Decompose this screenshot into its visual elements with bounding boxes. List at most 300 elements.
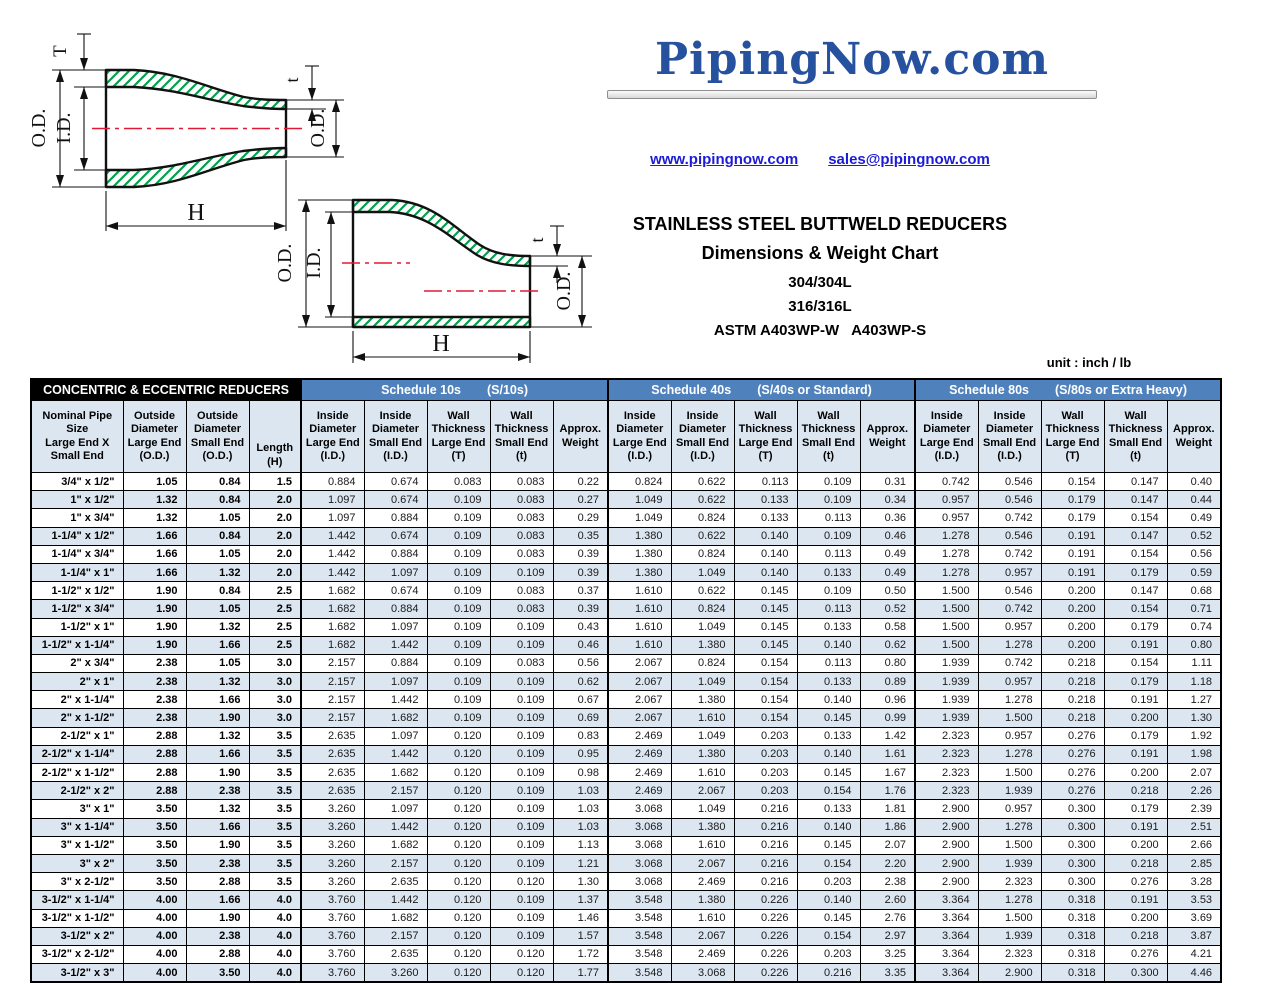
table-cell: 2.067 (671, 927, 734, 945)
table-row (31, 745, 1221, 763)
table-cell: 1.682 (301, 600, 364, 618)
table-cell: 1.30 (553, 873, 608, 891)
table-cell: 2.88 (123, 745, 186, 763)
table-cell: 0.318 (1041, 891, 1104, 909)
table-row (31, 691, 1221, 709)
table-cell: 0.37 (553, 582, 608, 600)
table-cell: 1.278 (915, 527, 978, 545)
table-cell: 1.278 (915, 545, 978, 563)
table-cell: 1.278 (915, 563, 978, 581)
table-cell: 0.218 (1104, 782, 1167, 800)
table-cell: 0.84 (186, 582, 249, 600)
table-cell: 2.157 (301, 709, 364, 727)
column-header: Wall Thickness Small End (t) (1104, 401, 1167, 473)
table-cell: 1.380 (671, 636, 734, 654)
table-cell: 0.113 (797, 600, 860, 618)
table-cell: 1.500 (915, 636, 978, 654)
table-cell: 0.276 (1104, 945, 1167, 963)
top-wall-hatched (353, 200, 530, 266)
table-row (31, 673, 1221, 691)
table-cell: 0.154 (1041, 473, 1104, 491)
table-cell: 0.200 (1041, 618, 1104, 636)
table-cell: 3.69 (1167, 909, 1221, 927)
table-cell: 3.260 (364, 964, 427, 983)
table-cell: 1.442 (364, 818, 427, 836)
table-cell: 0.40 (1167, 473, 1221, 491)
table-cell: 3.364 (915, 945, 978, 963)
table-cell: 3.28 (1167, 873, 1221, 891)
table-cell: 0.145 (734, 636, 797, 654)
table-cell: 1.32 (186, 563, 249, 581)
table-cell: 1.32 (186, 727, 249, 745)
table-cell: 2.067 (671, 854, 734, 872)
table-cell: 2.0 (249, 509, 301, 527)
table-cell: 1.442 (364, 636, 427, 654)
table-cell: 0.276 (1041, 764, 1104, 782)
table-cell: 0.154 (797, 854, 860, 872)
table-cell: 0.145 (797, 836, 860, 854)
table-cell: 3.548 (608, 927, 671, 945)
table-cell: 2.51 (1167, 818, 1221, 836)
row-label: 3-1/2" x 2" (31, 927, 123, 945)
table-cell: 2.38 (123, 691, 186, 709)
table-cell: 4.0 (249, 891, 301, 909)
table-cell: 3.53 (1167, 891, 1221, 909)
table-cell: 3.548 (608, 891, 671, 909)
table-cell: 1.500 (915, 618, 978, 636)
table-cell: 0.300 (1041, 800, 1104, 818)
table-cell: 0.742 (915, 473, 978, 491)
table-cell: 1.278 (978, 745, 1041, 763)
table-cell: 2.60 (860, 891, 915, 909)
table-cell: 1.21 (553, 854, 608, 872)
table-cell: 0.109 (427, 582, 490, 600)
table-cell: 3.260 (301, 818, 364, 836)
table-cell: 0.226 (734, 909, 797, 927)
table-cell: 0.109 (490, 745, 553, 763)
table-cell: 0.200 (1041, 582, 1104, 600)
table-cell: 2.38 (123, 673, 186, 691)
table-cell: 0.203 (797, 945, 860, 963)
table-cell: 1.500 (978, 764, 1041, 782)
table-cell: 0.145 (797, 764, 860, 782)
table-cell: 1.939 (915, 709, 978, 727)
row-label: 2-1/2" x 1-1/2" (31, 764, 123, 782)
eccentric-reducer-drawing (274, 200, 592, 363)
table-cell: 0.145 (797, 909, 860, 927)
table-cell: 0.80 (1167, 636, 1221, 654)
table-cell: 1.500 (915, 582, 978, 600)
table-cell: 0.083 (490, 654, 553, 672)
table-cell: 2.157 (364, 927, 427, 945)
table-cell: 0.147 (1104, 473, 1167, 491)
table-cell: 1.682 (364, 836, 427, 854)
table-cell: 1.610 (671, 836, 734, 854)
table-row (31, 945, 1221, 963)
table-cell: 1.86 (860, 818, 915, 836)
table-cell: 1.939 (978, 782, 1041, 800)
table-cell: 0.109 (490, 563, 553, 581)
table-cell: 0.179 (1104, 618, 1167, 636)
astm-spec: ASTM A403WP-W A403WP-S (713, 322, 927, 339)
table-cell: 1.278 (978, 891, 1041, 909)
table-cell: 3.5 (249, 836, 301, 854)
bottom-wall-hatched (353, 317, 530, 327)
table-cell: 2.900 (915, 800, 978, 818)
table-cell: 0.674 (364, 527, 427, 545)
table-cell: 0.133 (797, 563, 860, 581)
table-cell: 1.5 (249, 473, 301, 491)
table-cell: 2.5 (249, 636, 301, 654)
grade-304: 304/304L (788, 274, 852, 291)
table-cell: 2.38 (186, 854, 249, 872)
table-cell: 3.50 (123, 800, 186, 818)
table-cell: 0.109 (490, 636, 553, 654)
table-cell: 3.364 (915, 964, 978, 983)
table-cell: 2.07 (860, 836, 915, 854)
table-cell: 1.939 (915, 654, 978, 672)
table-cell: 3.0 (249, 673, 301, 691)
table-cell: 4.0 (249, 927, 301, 945)
table-cell: 1.57 (553, 927, 608, 945)
table-cell: 1.442 (301, 527, 364, 545)
table-cell: 2.635 (364, 945, 427, 963)
table-cell: 0.133 (734, 509, 797, 527)
column-header: Wall Thickness Small End (t) (797, 401, 860, 473)
table-cell: 0.218 (1041, 691, 1104, 709)
table-cell: 0.216 (797, 964, 860, 983)
table-cell: 1.380 (608, 545, 671, 563)
table-cell: 0.179 (1041, 491, 1104, 509)
table-cell: 1.610 (608, 600, 671, 618)
website-link[interactable]: www.pipingnow.com (650, 151, 799, 168)
table-cell: 1.90 (123, 582, 186, 600)
table-cell: 0.957 (978, 618, 1041, 636)
table-cell: 0.191 (1104, 745, 1167, 763)
table-cell: 1.03 (553, 800, 608, 818)
table-cell: 1.049 (671, 618, 734, 636)
length-H-label: H (187, 200, 205, 226)
column-header: Approx. Weight (860, 401, 915, 473)
table-cell: 2.323 (915, 782, 978, 800)
table-cell: 2.323 (978, 945, 1041, 963)
length-H-label: H (432, 331, 450, 357)
table-cell: 4.21 (1167, 945, 1221, 963)
table-cell: 3.548 (608, 964, 671, 983)
table-cell: 0.120 (490, 873, 553, 891)
table-cell: 1.66 (123, 545, 186, 563)
column-header: Inside Diameter Large End (I.D.) (608, 401, 671, 473)
table-cell: 0.140 (797, 891, 860, 909)
table-cell: 0.957 (915, 509, 978, 527)
table-cell: 0.133 (797, 727, 860, 745)
table-cell: 3.50 (123, 854, 186, 872)
table-cell: 1.03 (553, 818, 608, 836)
table-cell: 2.067 (608, 654, 671, 672)
table-cell: 0.147 (1104, 527, 1167, 545)
table-cell: 2.38 (860, 873, 915, 891)
table-cell: 1.682 (301, 636, 364, 654)
table-cell: 1.72 (553, 945, 608, 963)
table-cell: 4.0 (249, 909, 301, 927)
table-cell: 4.00 (123, 927, 186, 945)
row-label: 3" x 1-1/2" (31, 836, 123, 854)
column-header: Inside Diameter Small End (I.D.) (671, 401, 734, 473)
table-cell: 0.216 (734, 800, 797, 818)
table-row (31, 909, 1221, 927)
table-cell: 3.0 (249, 709, 301, 727)
row-label: 3-1/2" x 2-1/2" (31, 945, 123, 963)
column-header: Inside Diameter Small End (I.D.) (364, 401, 427, 473)
table-cell: 0.120 (427, 909, 490, 927)
table-cell: 0.49 (860, 545, 915, 563)
table-cell: 1.92 (1167, 727, 1221, 745)
table-row (31, 491, 1221, 509)
row-label: 1" x 1/2" (31, 491, 123, 509)
table-cell: 2.97 (860, 927, 915, 945)
table-cell: 2.20 (860, 854, 915, 872)
table-cell: 0.133 (797, 673, 860, 691)
row-label: 2" x 1" (31, 673, 123, 691)
table-cell: 0.120 (427, 927, 490, 945)
table-row (31, 709, 1221, 727)
table-cell: 1.097 (364, 563, 427, 581)
table-cell: 0.71 (1167, 600, 1221, 618)
table-cell: 0.179 (1104, 563, 1167, 581)
table-cell: 0.226 (734, 964, 797, 983)
table-cell: 2.900 (915, 873, 978, 891)
row-label: 1-1/2" x 1" (31, 618, 123, 636)
table-cell: 1.682 (301, 582, 364, 600)
table-cell: 0.147 (1104, 582, 1167, 600)
table-cell: 2.157 (301, 654, 364, 672)
table-cell: 0.179 (1041, 509, 1104, 527)
table-cell: 3.760 (301, 891, 364, 909)
table-cell: 2.323 (978, 873, 1041, 891)
row-label: 2-1/2" x 1" (31, 727, 123, 745)
table-cell: 1.32 (186, 673, 249, 691)
table-cell: 1.61 (860, 745, 915, 763)
title-block (610, 214, 1030, 339)
table-cell: 0.58 (860, 618, 915, 636)
table-cell: 0.52 (860, 600, 915, 618)
table-cell: 1.049 (671, 563, 734, 581)
row-label: 3" x 1-1/4" (31, 818, 123, 836)
table-cell: 0.546 (978, 491, 1041, 509)
table-cell: 0.36 (860, 509, 915, 527)
table-cell: 2.469 (608, 764, 671, 782)
table-cell: 1.03 (553, 782, 608, 800)
table-cell: 0.39 (553, 563, 608, 581)
table-cell: 1.05 (186, 509, 249, 527)
table-cell: 0.109 (427, 654, 490, 672)
table-cell: 0.200 (1104, 909, 1167, 927)
table-cell: 2.635 (301, 745, 364, 763)
table-cell: 0.218 (1041, 709, 1104, 727)
table-cell: 0.69 (553, 709, 608, 727)
table-cell: 0.98 (553, 764, 608, 782)
table-cell: 0.109 (490, 618, 553, 636)
table-cell: 0.120 (427, 800, 490, 818)
column-header: Wall Thickness Large End (T) (1041, 401, 1104, 473)
table-cell: 4.00 (123, 945, 186, 963)
table-cell: 0.43 (553, 618, 608, 636)
table-cell: 3.50 (123, 873, 186, 891)
group-header: Schedule 40s (S/40s or Standard) (608, 379, 915, 401)
table-cell: 1.500 (915, 600, 978, 618)
column-header: Wall Thickness Small End (t) (490, 401, 553, 473)
table-cell: 2.067 (608, 673, 671, 691)
table-cell: 0.318 (1041, 909, 1104, 927)
table-row (31, 964, 1221, 983)
table-cell: 0.113 (734, 473, 797, 491)
table-cell: 0.109 (427, 709, 490, 727)
column-header: Length (H) (249, 401, 301, 473)
table-cell: 0.56 (553, 654, 608, 672)
table-cell: 0.46 (553, 636, 608, 654)
table-row (31, 873, 1221, 891)
table-cell: 0.84 (186, 473, 249, 491)
table-cell: 2.07 (1167, 764, 1221, 782)
wall-thickness-t-label: t (527, 237, 547, 243)
table-cell: 3.5 (249, 818, 301, 836)
table-cell: 0.154 (734, 691, 797, 709)
table-cell: 0.824 (671, 545, 734, 563)
table-cell: 1.66 (186, 636, 249, 654)
table-cell: 0.742 (978, 654, 1041, 672)
table-cell: 3.548 (608, 945, 671, 963)
table-cell: 0.133 (797, 618, 860, 636)
table-cell: 0.179 (1104, 800, 1167, 818)
table-cell: 0.824 (671, 509, 734, 527)
table-cell: 2.88 (186, 945, 249, 963)
table-cell: 0.34 (860, 491, 915, 509)
table-cell: 0.120 (427, 873, 490, 891)
table-cell: 0.120 (427, 745, 490, 763)
table-cell: 0.140 (797, 691, 860, 709)
table-cell: 3.068 (608, 836, 671, 854)
table-cell: 1.049 (608, 491, 671, 509)
table-cell: 1.66 (186, 691, 249, 709)
table-row (31, 891, 1221, 909)
table-cell: 0.318 (1041, 927, 1104, 945)
table-cell: 1.30 (1167, 709, 1221, 727)
table-cell: 3.068 (671, 964, 734, 983)
table-cell: 1.049 (671, 727, 734, 745)
column-header: Approx. Weight (553, 401, 608, 473)
table-cell: 2.635 (364, 873, 427, 891)
table-cell: 1.278 (978, 818, 1041, 836)
table-cell: 0.120 (427, 782, 490, 800)
table-cell: 0.191 (1104, 818, 1167, 836)
row-label: 2" x 1-1/2" (31, 709, 123, 727)
table-cell: 0.120 (427, 727, 490, 745)
table-row (31, 727, 1221, 745)
table-cell: 0.179 (1104, 673, 1167, 691)
table-cell: 1.610 (671, 709, 734, 727)
table-cell: 1.097 (364, 727, 427, 745)
table-cell: 0.300 (1041, 836, 1104, 854)
table-cell: 4.0 (249, 964, 301, 983)
table-cell: 0.39 (553, 600, 608, 618)
table-cell: 0.84 (186, 491, 249, 509)
table-cell: 1.380 (671, 745, 734, 763)
logo: PipingNow.com (654, 34, 1050, 85)
table-cell: 0.109 (490, 836, 553, 854)
table-cell: 0.226 (734, 927, 797, 945)
row-label: 3" x 1" (31, 800, 123, 818)
table-cell: 2.157 (364, 854, 427, 872)
table-cell: 3.25 (860, 945, 915, 963)
table-cell: 2.88 (123, 782, 186, 800)
table-cell: 1.097 (364, 673, 427, 691)
table-cell: 0.120 (427, 836, 490, 854)
email-link[interactable]: sales@pipingnow.com (828, 151, 990, 168)
reducers-table-wrap (30, 378, 1222, 983)
table-cell: 2.38 (123, 654, 186, 672)
table-cell: 0.96 (860, 691, 915, 709)
table-cell: 1.90 (123, 600, 186, 618)
table-cell: 3.5 (249, 854, 301, 872)
table-cell: 0.109 (427, 673, 490, 691)
table-cell: 0.824 (671, 600, 734, 618)
row-label: 1" x 3/4" (31, 509, 123, 527)
table-row (31, 582, 1221, 600)
table-cell: 0.68 (1167, 582, 1221, 600)
table-cell: 0.109 (427, 618, 490, 636)
reducer-diagrams (0, 0, 640, 380)
row-label: 3-1/2" x 1-1/2" (31, 909, 123, 927)
table-cell: 1.380 (608, 527, 671, 545)
table-cell: 1.442 (301, 563, 364, 581)
table-cell: 1.81 (860, 800, 915, 818)
table-cell: 2.635 (301, 782, 364, 800)
table-cell: 3.5 (249, 800, 301, 818)
table-cell: 3.5 (249, 782, 301, 800)
table-cell: 0.200 (1041, 636, 1104, 654)
table-cell: 3.5 (249, 745, 301, 763)
table-cell: 1.90 (186, 709, 249, 727)
table-cell: 0.083 (490, 582, 553, 600)
table-cell: 1.380 (671, 891, 734, 909)
table-cell: 0.140 (734, 545, 797, 563)
column-header: Inside Diameter Large End (I.D.) (301, 401, 364, 473)
page-subtitle: Dimensions & Weight Chart (701, 243, 939, 263)
table-cell: 1.500 (978, 836, 1041, 854)
table-cell: 0.674 (364, 491, 427, 509)
table-cell: 3.50 (123, 818, 186, 836)
table-cell: 0.957 (978, 727, 1041, 745)
group-header: CONCENTRIC & ECCENTRIC REDUCERS (31, 379, 301, 401)
table-cell: 0.140 (734, 563, 797, 581)
table-cell: 0.216 (734, 836, 797, 854)
table-cell: 0.109 (797, 491, 860, 509)
table-cell: 2.900 (915, 854, 978, 872)
table-cell: 2.0 (249, 545, 301, 563)
table-cell: 0.216 (734, 818, 797, 836)
od-large-label: O.D. (274, 243, 296, 283)
table-cell: 0.52 (1167, 527, 1221, 545)
row-label: 3" x 2" (31, 854, 123, 872)
row-label: 1-1/4" x 1" (31, 563, 123, 581)
table-cell: 0.109 (490, 854, 553, 872)
table-cell: 2.469 (608, 745, 671, 763)
table-cell: 1.32 (123, 509, 186, 527)
table-cell: 2.900 (915, 836, 978, 854)
table-cell: 0.884 (364, 509, 427, 527)
table-row (31, 782, 1221, 800)
table-cell: 3.548 (608, 909, 671, 927)
